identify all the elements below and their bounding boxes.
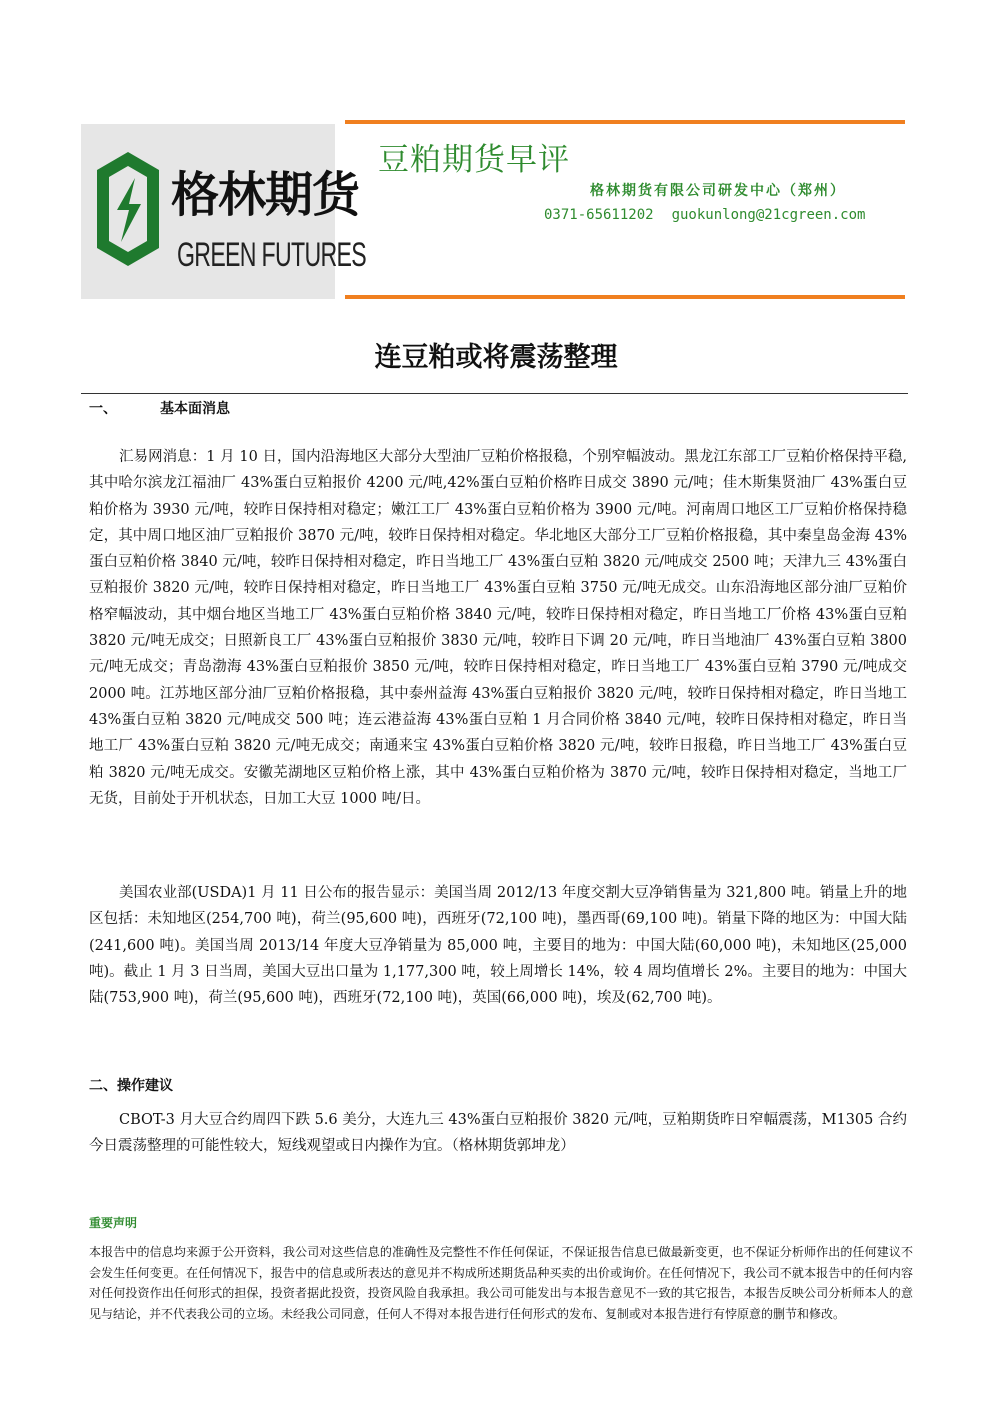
section-1-paragraph-2: 美国农业部(USDA)1 月 11 日公布的报告显示：美国当周 2012/13 年度交割大豆净销售量为 321,800 吨。销量上升的地区包括：未知地区(254,700 吨)，荷兰(95,600 吨)，西班牙(72,100 吨)，墨西哥(69,100 吨)。销量下降的地区为：中国大陆(241,600 吨)。美国当周 2013/14 年度大豆净销量为 85,000 吨，主要目的地为：中国大陆(60,000 吨)，未知地区(25,000 吨)。截止 1 月 3 日当周，美国大豆出口量为 1,177,300 吨，较上周增长 14%，较 4 周均值增长 2%。主要目的地为：中国大陆(753,900 吨)，荷兰(95,600 吨)，西班牙(72,100 吨)，英国(66,000 吨)，埃及(62,700 吨)。 xyxy=(89,885,907,1007)
header-rule-bottom xyxy=(345,295,905,299)
logo-english-name: GREEN FUTURES xyxy=(177,236,366,274)
report-series-title: 豆粕期货早评 xyxy=(378,142,570,178)
disclaimer-body: 本报告中的信息均来源于公开资料，我公司对这些信息的准确性及完整性不作任何保证，不保证报告信息已做最新变更，也不保证分析师作出的任何建议不会发生任何变更。在任何情况下，报告中的信息或所表达的意见并不构成所述期货品种买卖的出价或询价。在任何情况下，我公司不就本报告中的任何内容对任何投资作出任何形式的担保，投资者据此投资，投资风险自我承担。我公司可能发出与本报告意见不一致的其它报告，本报告反映公司分析师本人的意见与结论，并不代表我公司的立场。未经我公司同意，任何人不得对本报告进行任何形式的发布、复制或对本报告进行有悖原意的删节和修改。 xyxy=(89,1245,913,1321)
logo-chinese-name: 格林期货 xyxy=(171,167,360,223)
header-phone: 0371-65611202 xyxy=(544,207,654,223)
section-2-paragraph: CBOT-3 月大豆合约周四下跌 5.6 美分，大连九三 43%蛋白豆粕报价 3820 元/吨，豆粕期货昨日窄幅震荡，M1305 合约今日震荡整理的可能性较大，短线观望或日内操作为宜。（格林期货郭坤龙） xyxy=(89,1112,907,1155)
header-rule-top xyxy=(345,120,905,124)
section-1-title: 基本面消息 xyxy=(160,401,230,417)
logo-mark-icon xyxy=(95,150,161,268)
section-1-number: 一、 xyxy=(89,401,117,417)
company-logo xyxy=(81,124,366,299)
header-contact xyxy=(544,207,865,223)
document-title: 连豆粕或将震荡整理 xyxy=(374,342,618,373)
section-1-paragraph-1: 汇易网消息：1 月 10 日，国内沿海地区大部分大型油厂豆粕价格报稳，个别窄幅波动。黑龙江东部工厂豆粕价格保持平稳,其中哈尔滨龙江福油厂 43%蛋白豆粕报价 4200 元/吨,42%蛋白豆粕价格昨日成交 3890 元/吨；佳木斯集贤油厂 43%蛋白豆粕价格为 3930 元/吨，较昨日保持相对稳定；嫩江工厂 43%蛋白豆粕价格为 3900 元/吨。河南周口地区工厂豆粕价格保持稳定，其中周口地区油厂豆粕报价 3870 元/吨，较昨日保持相对稳定。华北地区大部分工厂豆粕价格报稳，其中秦皇岛金海 43%蛋白豆粕价格 3840 元/吨，较昨日保持相对稳定，昨日当地工厂 43%蛋白豆粕 3820 元/吨成交 2500 吨；天津九三 43%蛋白豆粕报价 3820 元/吨，较昨日保持相对稳定，昨日当地工厂 43%蛋白豆粕 3750 元/吨无成交。山东沿海地区部分油厂豆粕价格窄幅波动，其中烟台地区当地工厂 43%蛋白豆粕价格 3840 元/吨，较昨日保持相对稳定，昨日当地工厂价格 43%蛋白豆粕 3820 元/吨无成交；日照新良工厂 43%蛋白豆粕报价 3830 元/吨，较昨日下调 20 元/吨，昨日当地油厂 43%蛋白豆粕 3800 元/吨无成交；青岛渤海 43%蛋白豆粕报价 3850 元/吨，较昨日保持相对稳定，昨日当地工厂 43%蛋白豆粕 3790 元/吨成交 2000 吨。江苏地区部分油厂豆粕价格报稳，其中泰州益海 43%蛋白豆粕报价 3820 元/吨，较昨日保持相对稳定，昨日当地工 43%蛋白豆粕 3820 元/吨成交 500 吨；连云港益海 43%蛋白豆粕 1 月合同价格 3840 元/吨，较昨日保持相对稳定，昨日当地工厂 43%蛋白豆粕 3820 元/吨无成交；南通来宝 43%蛋白豆粕价格 3820 元/吨，较昨日报稳，昨日当地工厂 43%蛋白豆粕 3820 元/吨无成交。安徽芜湖地区豆粕价格上涨，其中 43%蛋白豆粕价格为 3870 元/吨，较昨日保持相对稳定，当地工厂无货，目前处于开机状态，日加工大豆 1000 吨/日。 xyxy=(89,449,907,807)
title-rule xyxy=(81,393,908,394)
header-organization: 格林期货有限公司研发中心（郑州） xyxy=(590,183,846,199)
disclaimer-title: 重要声明 xyxy=(89,1216,138,1230)
section-2-title: 二、操作建议 xyxy=(89,1078,173,1094)
header-email: guokunlong@21cgreen.com xyxy=(671,207,866,223)
